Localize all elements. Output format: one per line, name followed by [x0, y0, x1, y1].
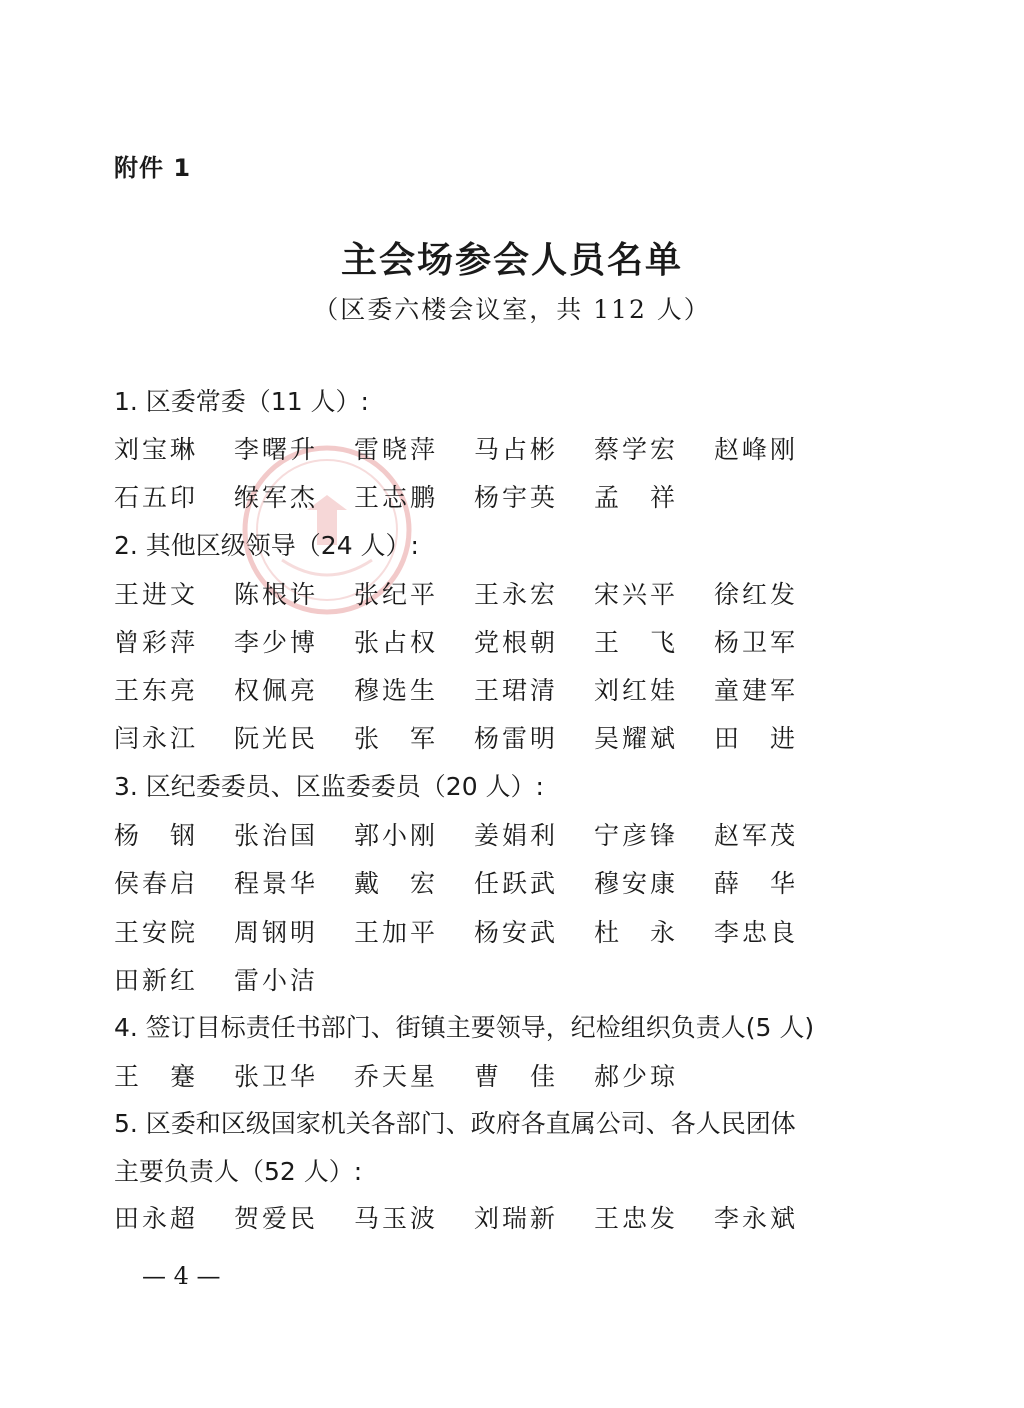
attendee-name: 权佩亮 [234, 676, 319, 705]
attendee-name: 贺爱民 [234, 1204, 319, 1233]
attendee-name: 赵军茂 [714, 821, 799, 850]
attendee-name: 王 蹇 [114, 1062, 199, 1091]
attendee-name: 任跃武 [474, 869, 559, 898]
attendee-name: 张纪平 [354, 580, 439, 609]
attendee-name: 雷晓萍 [354, 435, 439, 464]
attendee-name: 阮光民 [234, 724, 319, 753]
attendee-name: 郭小刚 [354, 821, 439, 850]
attendee-name: 王加平 [354, 918, 439, 947]
attendee-name: 宋兴平 [594, 580, 679, 609]
attendee-name: 杨卫军 [714, 628, 799, 657]
attendee-name: 孟 祥 [594, 483, 679, 512]
attendee-name: 缑军杰 [234, 483, 319, 512]
attendee-name: 张 军 [354, 724, 439, 753]
name-row [114, 719, 914, 759]
attendee-name: 刘红娃 [594, 676, 679, 705]
section-heading: 1. 区委常委（11 人）: [114, 387, 369, 416]
attendee-name: 李少博 [234, 628, 319, 657]
attendee-name: 田新红 [114, 966, 199, 995]
attendee-name: 曹 佳 [474, 1062, 559, 1091]
attendee-name: 张治国 [234, 821, 319, 850]
attendee-name: 杨安武 [474, 918, 559, 947]
page-number: — 4 — [142, 1262, 221, 1290]
attendee-name: 戴 宏 [354, 869, 439, 898]
name-row [114, 864, 914, 904]
attendee-name: 张占权 [354, 628, 439, 657]
attendee-name: 穆选生 [354, 676, 439, 705]
name-row [114, 575, 914, 615]
attendee-name: 杨雷明 [474, 724, 559, 753]
attendee-name: 王东亮 [114, 676, 199, 705]
attendee-name: 周钢明 [234, 918, 319, 947]
attendee-name: 徐红发 [714, 580, 799, 609]
attendee-name: 李曙升 [234, 435, 319, 464]
attendee-name: 杨宇英 [474, 483, 559, 512]
name-row [114, 1057, 914, 1097]
name-row [114, 913, 914, 953]
attendee-name: 王安院 [114, 918, 199, 947]
attendee-name: 王进文 [114, 580, 199, 609]
attendee-name: 王珺清 [474, 676, 559, 705]
attendee-name: 王志鹏 [354, 483, 439, 512]
attendee-name: 王永宏 [474, 580, 559, 609]
section-heading: 2. 其他区级领导（24 人）: [114, 531, 419, 560]
attendee-name: 吴耀斌 [594, 724, 679, 753]
name-row [114, 478, 914, 518]
attendee-name: 乔天星 [354, 1062, 439, 1091]
name-row [114, 816, 914, 856]
attendee-name: 姜娟利 [474, 821, 559, 850]
attendee-name: 田永超 [114, 1204, 199, 1233]
attendee-name: 马占彬 [474, 435, 559, 464]
attendee-name: 李忠良 [714, 918, 799, 947]
attendee-name: 杜 永 [594, 918, 679, 947]
attendee-name: 刘瑞新 [474, 1204, 559, 1233]
section-heading: 4. 签订目标责任书部门、街镇主要领导，纪检组织负责人(5 人) [114, 1013, 815, 1042]
attendee-name: 曾彩萍 [114, 628, 199, 657]
attendee-name: 薛 华 [714, 869, 799, 898]
attendee-name: 程景华 [234, 869, 319, 898]
attendee-name: 闫永江 [114, 724, 199, 753]
attendee-name: 党根朝 [474, 628, 559, 657]
attendee-name: 杨 钢 [114, 821, 199, 850]
attendee-name: 蔡学宏 [594, 435, 679, 464]
name-row [114, 623, 914, 663]
attendee-name: 穆安康 [594, 869, 679, 898]
name-row [114, 671, 914, 711]
section-heading-continued: 主要负责人（52 人）: [114, 1157, 363, 1186]
attendee-name: 雷小洁 [234, 966, 319, 995]
attendee-name: 田 进 [714, 724, 799, 753]
name-row [114, 1199, 914, 1239]
attendee-name: 刘宝琳 [114, 435, 199, 464]
page-subtitle: （区委六楼会议室，共 112 人） [313, 295, 711, 324]
attendee-name: 王忠发 [594, 1204, 679, 1233]
attendee-name: 石五印 [114, 483, 199, 512]
attendee-name: 李永斌 [714, 1204, 799, 1233]
attendee-name: 郝少琼 [594, 1062, 679, 1091]
attendee-name: 王 飞 [594, 628, 679, 657]
page-title: 主会场参会人员名单 [340, 239, 683, 281]
attendee-name: 宁彦锋 [594, 821, 679, 850]
attendee-name: 马玉波 [354, 1204, 439, 1233]
attendee-name: 陈根许 [234, 580, 319, 609]
name-row [114, 961, 914, 1001]
attendee-name: 侯春启 [114, 869, 199, 898]
section-heading: 5. 区委和区级国家机关各部门、政府各直属公司、各人民团体 [114, 1109, 796, 1138]
attendee-name: 张卫华 [234, 1062, 319, 1091]
name-row [114, 430, 914, 470]
attachment-label: 附件 1 [114, 154, 192, 182]
attendee-name: 赵峰刚 [714, 435, 799, 464]
section-heading: 3. 区纪委委员、区监委委员（20 人）: [114, 772, 544, 801]
attendee-name: 童建军 [714, 676, 799, 705]
